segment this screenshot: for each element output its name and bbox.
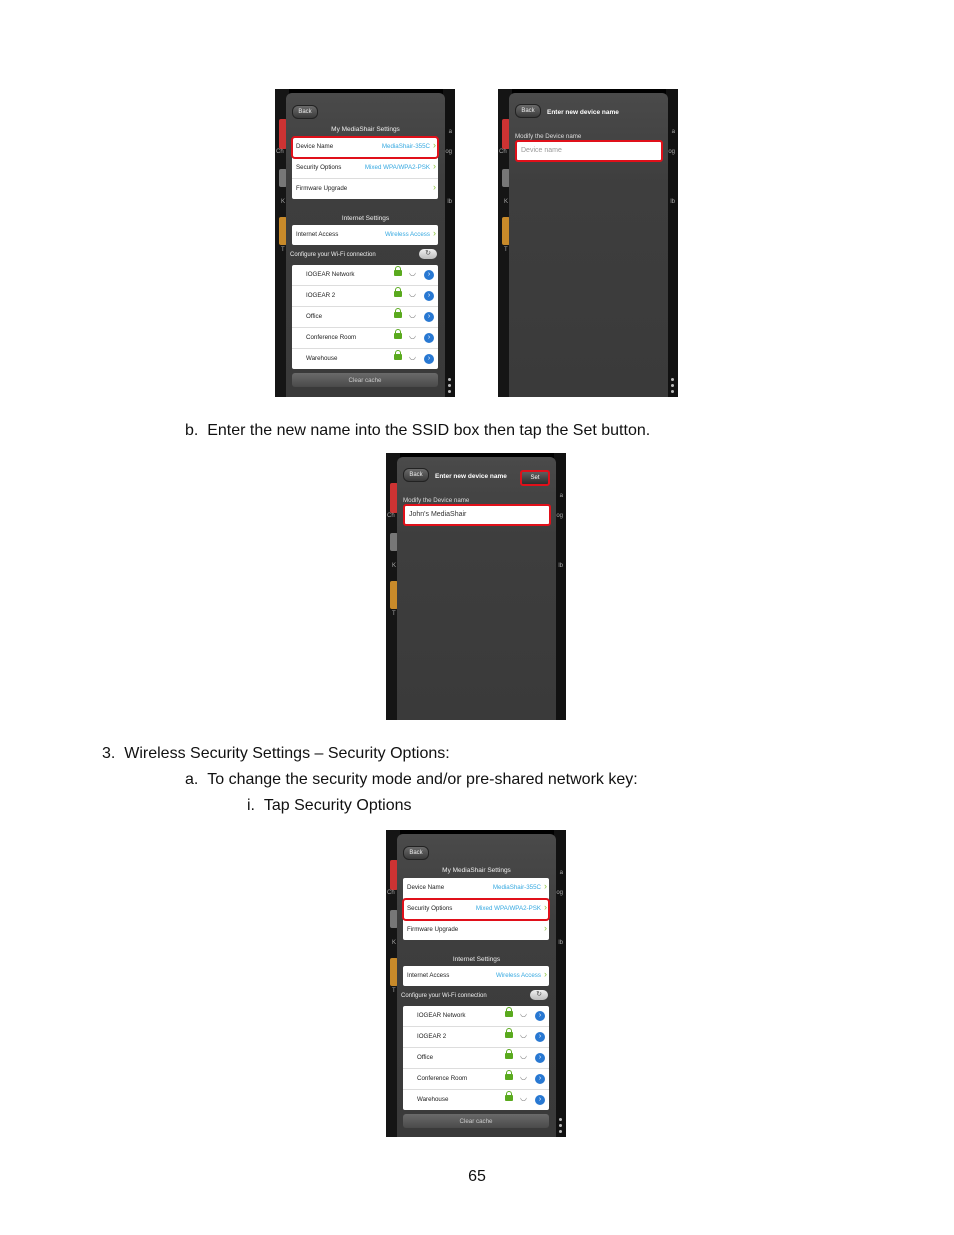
lock-icon xyxy=(505,1074,513,1080)
page-number: 65 xyxy=(468,1168,486,1185)
chevron-right-icon: › xyxy=(433,161,436,171)
rename-panel xyxy=(397,457,556,720)
more-icon[interactable] xyxy=(448,375,452,393)
wifi-signal-icon: ◡ xyxy=(520,1072,527,1081)
info-icon[interactable]: › xyxy=(424,354,434,364)
wifi-signal-icon: ◡ xyxy=(409,310,416,319)
device-name-input[interactable]: Device name xyxy=(515,140,663,162)
internet-list xyxy=(403,966,549,986)
step-b-text: b. Enter the new name into the SSID box then tap the Set button. xyxy=(185,422,651,439)
lock-icon xyxy=(505,1011,513,1017)
refresh-icon[interactable]: ↻ xyxy=(530,990,548,1000)
network-item[interactable]: Conference Room ◡ › xyxy=(403,1069,549,1090)
chevron-right-icon: › xyxy=(544,923,547,933)
internet-list xyxy=(292,225,438,245)
step-3-text: 3. Wireless Security Settings – Security Options: xyxy=(102,745,450,762)
wifi-signal-icon: ◡ xyxy=(409,268,416,277)
info-icon[interactable]: › xyxy=(424,312,434,322)
info-icon[interactable]: › xyxy=(424,291,434,301)
chevron-right-icon: › xyxy=(544,969,547,979)
settings-title: My MediaShair Settings xyxy=(442,867,511,874)
network-list xyxy=(403,1006,549,1110)
network-item[interactable]: Warehouse ◡ › xyxy=(403,1090,549,1110)
wifi-config-label: Configure your Wi-Fi connection xyxy=(290,252,376,258)
internet-access-row[interactable]: Internet Access Wireless Access › xyxy=(407,969,547,979)
internet-access-row[interactable]: Internet Access Wireless Access › xyxy=(296,228,436,238)
screenshot-rename-filled: Ch K T a og lb Back Enter new device name Set Modify the Device name John's MediaShair xyxy=(386,453,566,720)
screenshot-rename-empty: Ch K T a og lb Back Enter new device name Modify the Device name Device name xyxy=(498,89,678,397)
chevron-right-icon: › xyxy=(433,228,436,238)
step-3ai-text: i. Tap Security Options xyxy=(247,797,412,814)
network-item[interactable]: Warehouse ◡ › xyxy=(292,349,438,369)
info-icon[interactable]: › xyxy=(535,1053,545,1063)
screenshot-settings-security: Ch K T a og lb Back My MediaShair Settings Device Name MediaShair-355C › Security Options Mixed WPA/WPA2-PSK › Firmware Upgrade › Internet Settings Internet Access Wireless Access › Configure your Wi-Fi connection ↻ IOGEAR Network ◡ › IOGEAR 2 ◡ › Office ◡ › Conference Room ◡ › Warehouse ◡ › Clear cache xyxy=(386,830,566,1137)
refresh-icon[interactable]: ↻ xyxy=(419,249,437,259)
back-button[interactable]: Back xyxy=(515,104,541,118)
network-item[interactable]: Conference Room ◡ › xyxy=(292,328,438,349)
screenshot-settings-device-name: Ch K T a og lb Back My MediaShair Settings Device Name MediaShair-355C › Security Options Mixed WPA/WPA2-PSK › Firmware Upgrade › Internet Settings Internet Access Wireless Access › Configure your Wi-Fi connection ↻ IOGEAR Network ◡ › IOGEAR 2 ◡ › Office ◡ › Conference Room ◡ › Warehouse ◡ › Clear cache xyxy=(275,89,455,397)
network-item[interactable]: IOGEAR 2 ◡ › xyxy=(403,1027,549,1048)
lock-icon xyxy=(505,1095,513,1101)
chevron-right-icon: › xyxy=(544,881,547,891)
lock-icon xyxy=(505,1032,513,1038)
network-item[interactable]: IOGEAR 2 ◡ › xyxy=(292,286,438,307)
back-button[interactable]: Back xyxy=(403,846,429,860)
info-icon[interactable]: › xyxy=(535,1074,545,1084)
lock-icon xyxy=(394,333,402,339)
device-name-row[interactable]: Device Name MediaShair-355C › xyxy=(403,878,549,899)
clear-cache-button[interactable]: Clear cache xyxy=(403,1114,549,1128)
network-item[interactable]: Office ◡ › xyxy=(403,1048,549,1069)
device-name-input[interactable]: John's MediaShair xyxy=(403,504,551,526)
network-item[interactable]: IOGEAR Network ◡ › xyxy=(292,265,438,286)
modify-label: Modify the Device name xyxy=(515,133,582,140)
wifi-signal-icon: ◡ xyxy=(520,1051,527,1060)
lock-icon xyxy=(505,1053,513,1059)
firmware-upgrade-row[interactable]: Firmware Upgrade › xyxy=(296,182,436,192)
internet-settings-title: Internet Settings xyxy=(341,215,390,222)
wifi-signal-icon: ◡ xyxy=(520,1030,527,1039)
device-name-row[interactable]: Device Name MediaShair-355C › xyxy=(292,137,438,158)
lock-icon xyxy=(394,312,402,318)
chevron-right-icon: › xyxy=(433,182,436,192)
rename-panel xyxy=(509,93,668,397)
more-icon[interactable] xyxy=(559,1115,563,1133)
security-options-row[interactable]: Security Options Mixed WPA/WPA2-PSK › xyxy=(403,899,549,920)
info-icon[interactable]: › xyxy=(424,270,434,280)
security-options-row[interactable]: Security Options Mixed WPA/WPA2-PSK › xyxy=(292,158,438,179)
info-icon[interactable]: › xyxy=(535,1095,545,1105)
wifi-signal-icon: ◡ xyxy=(520,1009,527,1018)
back-button[interactable]: Back xyxy=(292,105,318,119)
lock-icon xyxy=(394,291,402,297)
network-item[interactable]: Office ◡ › xyxy=(292,307,438,328)
info-icon[interactable]: › xyxy=(424,333,434,343)
device-settings-list xyxy=(292,137,438,199)
wifi-signal-icon: ◡ xyxy=(409,331,416,340)
info-icon[interactable]: › xyxy=(535,1032,545,1042)
lock-icon xyxy=(394,354,402,360)
settings-panel xyxy=(286,93,445,397)
settings-panel xyxy=(397,834,556,1137)
more-icon[interactable] xyxy=(671,375,675,393)
network-item[interactable]: IOGEAR Network ◡ › xyxy=(403,1006,549,1027)
lock-icon xyxy=(394,270,402,276)
wifi-signal-icon: ◡ xyxy=(520,1093,527,1102)
modify-label: Modify the Device name xyxy=(403,497,470,504)
wifi-config-label: Configure your Wi-Fi connection xyxy=(401,993,487,999)
network-list xyxy=(292,265,438,369)
back-button[interactable]: Back xyxy=(403,468,429,482)
internet-settings-title: Internet Settings xyxy=(452,956,501,963)
set-button[interactable]: Set xyxy=(520,470,550,486)
settings-title: My MediaShair Settings xyxy=(331,126,400,133)
wifi-signal-icon: ◡ xyxy=(409,352,416,361)
clear-cache-button[interactable]: Clear cache xyxy=(292,373,438,387)
info-icon[interactable]: › xyxy=(535,1011,545,1021)
rename-title: Enter new device name xyxy=(435,473,507,480)
chevron-right-icon: › xyxy=(544,902,547,912)
firmware-upgrade-row[interactable]: Firmware Upgrade › xyxy=(407,923,547,933)
rename-title: Enter new device name xyxy=(547,109,619,116)
chevron-right-icon: › xyxy=(433,140,436,150)
wifi-signal-icon: ◡ xyxy=(409,289,416,298)
device-settings-list xyxy=(403,878,549,940)
step-3a-text: a. To change the security mode and/or pre-shared network key: xyxy=(185,771,638,788)
